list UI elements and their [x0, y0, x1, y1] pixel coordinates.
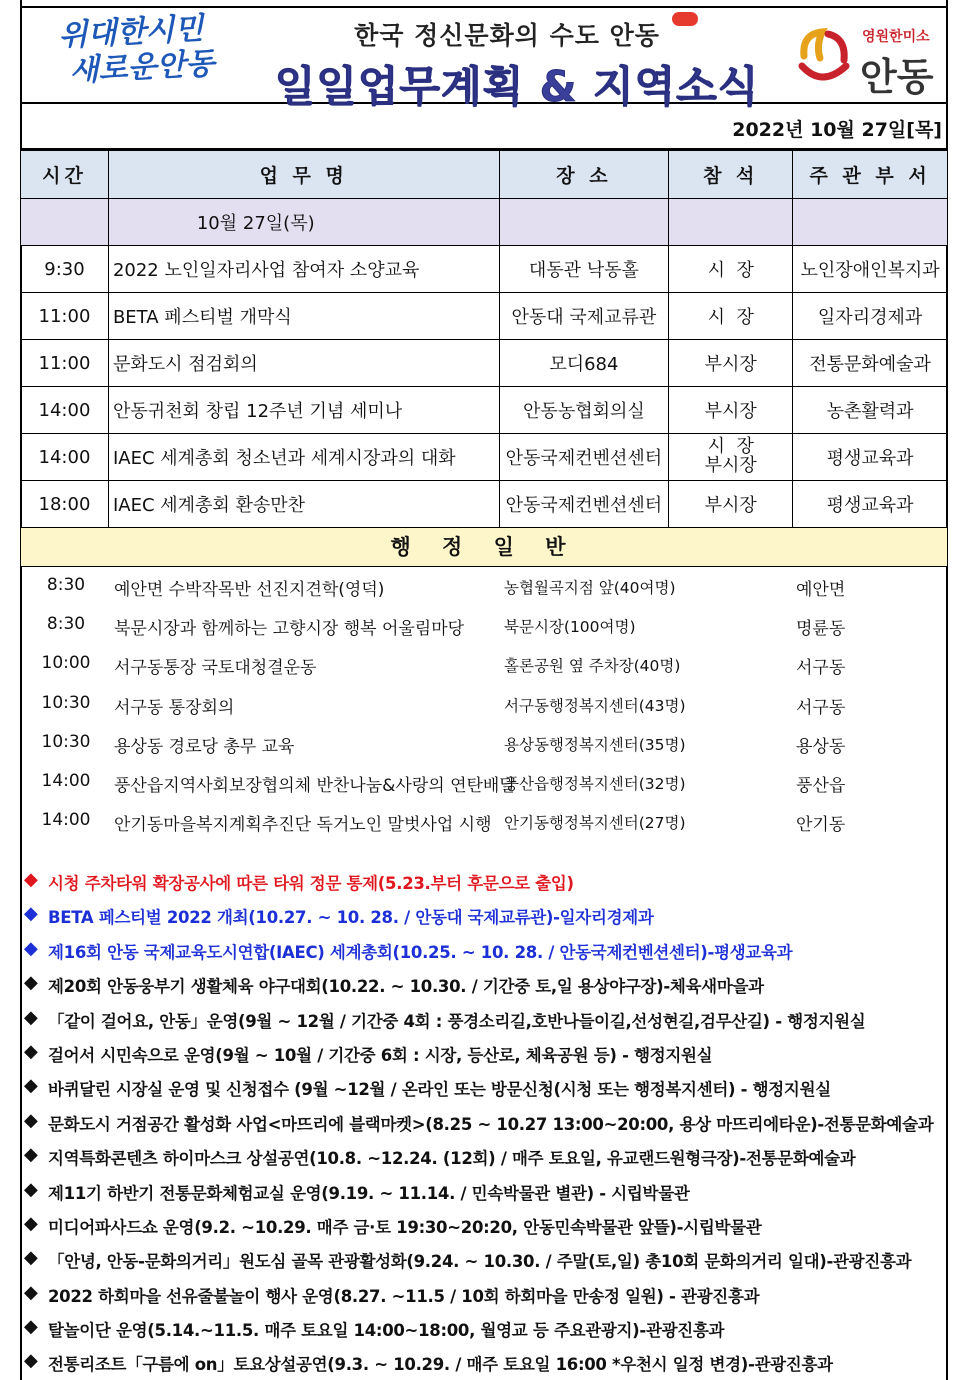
diamond-bullet-icon: ◆ — [24, 1144, 38, 1166]
notice-item — [22, 1210, 946, 1244]
notice-text: BETA 페스티벌 2022 개최(10.27. ~ 10. 28. / 안동대 국제교류관)-일자리경제과 — [48, 908, 654, 928]
cell-attend — [669, 434, 793, 481]
cell-place: 대동관 낙동홀 — [499, 246, 669, 293]
cell-attend: 부시장 — [669, 481, 793, 528]
diamond-bullet-icon: ◆ — [24, 1316, 38, 1338]
admin-dept: 서구동 — [796, 658, 846, 679]
header-subtitle: 한국 정신문화의 수도 안동 — [354, 21, 660, 50]
table-row — [21, 434, 948, 481]
admin-place: 홀론공원 옆 주차장(40명) — [504, 657, 681, 676]
admin-time: 10:30 — [41, 731, 91, 752]
admin-task: 북문시장과 함께하는 고향시장 행복 어울림마당 — [114, 619, 465, 640]
city-logo — [792, 20, 942, 99]
cell-dept: 전통문화예술과 — [793, 340, 948, 387]
notice-text: 「같이 걸어요, 안동」운영(9월 ~ 12월 / 기간중 4회 : 풍경소리길,호반나들이길,선성현길,검무산길) - 행정지원실 — [48, 1011, 866, 1031]
schedule-date-row — [21, 199, 948, 246]
admin-task: 예안면 수박작목반 선진지견학(영덕) — [114, 580, 385, 600]
col-header-time: 시간 — [21, 151, 109, 199]
admin-place: 농협월곡지점 앞(40여명) — [504, 579, 676, 597]
attend-line2: 부시장 — [704, 455, 757, 476]
admin-time: 14:00 — [41, 770, 91, 791]
notice-text: 바퀴달린 시장실 운영 및 신청접수 (9월 ~12월 / 온라인 또는 방문신청(시청 또는 행정복지센터) - 행정지원실 — [48, 1080, 831, 1100]
cell-time: 14:00 — [21, 434, 109, 481]
cell-time: 14:00 — [21, 387, 109, 434]
notice-text: 걸어서 시민속으로 운영(9월 ~ 10월 / 기간중 6회 : 시장, 등산로, 체육공원 등) - 행정지원실 — [48, 1045, 713, 1065]
table-row — [21, 387, 948, 434]
cell-dept: 농촌활력과 — [793, 387, 948, 434]
cell-task: 문화도시 점검회의 — [108, 340, 499, 387]
admin-dept: 서구동 — [796, 697, 846, 718]
notice-item — [22, 969, 946, 1003]
slogan-line2: 새로운안동 — [68, 45, 216, 89]
smile-logo-icon — [794, 26, 854, 88]
cell-place: 안동국제컨벤션센터 — [499, 434, 669, 481]
notice-text: 미디어파사드쇼 운영(9.2. ~10.29. 매주 금·토 19:30~20:20, 안동민속박물관 앞뜰)-시립박물관 — [48, 1217, 762, 1237]
col-header-place: 장 소 — [499, 151, 669, 199]
admin-time: 8:30 — [46, 614, 86, 635]
admin-dept: 명륜동 — [796, 619, 846, 640]
logo-tagline: 영원한미소 — [862, 29, 930, 45]
notice-item — [22, 1244, 946, 1278]
diamond-bullet-icon: ◆ — [24, 1109, 38, 1131]
cell-task: IAEC 세계총회 환송만찬 — [108, 481, 499, 528]
notice-text: 「안녕, 안동-문화의거리」원도심 골목 관광활성화(9.24. ~ 10.30. / 주말(토,일) 총10회 문화의거리 일대)-관광진흥과 — [48, 1252, 912, 1272]
cell-task: 안동귀천회 창립 12주년 기념 세미나 — [108, 387, 499, 434]
cell-attend: 시 장 — [669, 246, 793, 293]
notice-item — [22, 1038, 946, 1072]
col-header-dept: 주 관 부 서 — [793, 151, 948, 199]
list-item — [22, 606, 946, 645]
table-row — [21, 293, 948, 340]
notice-item — [22, 866, 946, 900]
slogan-line1: 위대한시민 — [57, 11, 205, 54]
notice-item — [22, 935, 946, 969]
admin-dept: 예안면 — [796, 580, 846, 600]
col-header-attend: 참 석 — [669, 151, 793, 199]
diamond-bullet-icon: ◆ — [24, 1075, 38, 1097]
cell-attend: 부시장 — [669, 340, 793, 387]
logo-name: 안동 — [860, 55, 934, 99]
cell-task: IAEC 세계총회 청소년과 세계시장과의 대화 — [108, 434, 499, 481]
notice-text: 제11기 하반기 전통문화체험교실 운영(9.19. ~ 11.14. / 민속박물관 별관) - 시립박물관 — [48, 1183, 690, 1203]
list-item — [22, 685, 946, 724]
notice-item — [22, 1004, 946, 1038]
admin-time: 14:00 — [41, 810, 91, 831]
cell-place: 모디684 — [499, 340, 669, 387]
list-item — [22, 567, 946, 606]
cell-dept: 일자리경제과 — [793, 293, 948, 340]
diamond-bullet-icon: ◆ — [24, 1281, 38, 1303]
notice-item — [22, 1107, 946, 1141]
admin-place: 북문시장(100여명) — [504, 618, 636, 637]
schedule-table — [20, 150, 948, 528]
cell-dept: 평생교육과 — [793, 434, 948, 481]
notice-item — [22, 1313, 946, 1347]
notice-text: 제20회 안동웅부기 생활체육 야구대회(10.22. ~ 10.30. / 기간중 토,일 용상야구장)-체육새마을과 — [48, 977, 764, 997]
admin-time: 10:00 — [41, 653, 91, 674]
notice-item — [22, 1347, 946, 1380]
diamond-bullet-icon: ◆ — [24, 903, 38, 925]
admin-task: 안기동마을복지계획추진단 독거노인 말벗사업 시행 — [114, 815, 492, 836]
admin-time: 8:30 — [46, 575, 86, 595]
notice-item — [22, 1279, 946, 1313]
admin-list — [22, 567, 946, 841]
report-date: 2022년 10월 27일[목] — [732, 119, 942, 141]
table-row — [21, 340, 948, 387]
cell-dept: 평생교육과 — [793, 481, 948, 528]
attend-line1: 시 장 — [707, 436, 754, 458]
page-title: 일일업무계획 & 지역소식 — [274, 62, 760, 111]
admin-task: 용상동 경로당 총무 교육 — [114, 736, 295, 757]
notice-text: 문화도시 거점공간 활성화 사업<마뜨리에 블랙마켓>(8.25 ~ 10.27 13:00~20:00, 용상 마뜨리에타운)-전통문화예술과 — [48, 1114, 934, 1134]
cell-place: 안동국제컨벤션센터 — [499, 481, 669, 528]
notice-item — [22, 1176, 946, 1210]
cell-attend: 부시장 — [669, 387, 793, 434]
diamond-bullet-icon: ◆ — [24, 937, 38, 959]
cell-dept: 노인장애인복지과 — [793, 246, 948, 293]
admin-dept: 안기동 — [796, 815, 846, 836]
notice-text: 지역특화콘텐츠 하이마스크 상설공연(10.8. ~12.24. (12회) / 매주 토요일, 유교랜드원형극장)-전통문화예술과 — [48, 1149, 856, 1169]
notice-text: 시청 주차타워 확장공사에 따른 타워 정문 통제(5.23.부터 후문으로 출입) — [48, 874, 574, 893]
admin-dept: 풍산읍 — [796, 775, 846, 796]
admin-place: 안기동행정복지센터(27명) — [504, 814, 686, 833]
schedule-date-label: 10월 27일(목) — [108, 199, 499, 246]
cell-time: 11:00 — [21, 293, 109, 340]
admin-dept: 용상동 — [796, 736, 846, 757]
diamond-bullet-icon: ◆ — [24, 1040, 38, 1062]
notice-item — [22, 1141, 946, 1175]
list-item — [22, 645, 946, 684]
admin-task: 서구동통장 국토대청결운동 — [114, 658, 317, 679]
cell-task: BETA 페스티벌 개막식 — [108, 293, 499, 340]
diamond-bullet-icon: ◆ — [24, 1247, 38, 1269]
cell-time: 9:30 — [21, 246, 109, 293]
table-row — [21, 246, 948, 293]
notice-text: 탈놀이단 운영(5.14.~11.5. 매주 토요일 14:00~18:00, 월영교 등 주요관광지)-관광진흥과 — [48, 1321, 725, 1341]
admin-place: 풍산읍행정복지센터(32명) — [504, 774, 686, 793]
cell-place: 안동농협회의실 — [499, 387, 669, 434]
notice-text: 전통리조트「구름에 on」토요상설공연(9.3. ~ 10.29. / 매주 토요일 16:00 *우천시 일정 변경)-관광진흥과 — [48, 1355, 833, 1375]
list-item — [22, 802, 946, 841]
date-row — [20, 104, 948, 150]
diamond-bullet-icon: ◆ — [24, 1350, 38, 1372]
slogan — [36, 11, 226, 89]
admin-task: 풍산읍지역사회보장협의체 반찬나눔&사랑의 연탄배달 — [114, 775, 516, 796]
admin-place: 용상동행정복지센터(35명) — [504, 735, 686, 754]
diamond-bullet-icon: ◆ — [24, 1006, 38, 1028]
cell-attend: 시 장 — [669, 293, 793, 340]
diamond-bullet-icon: ◆ — [24, 972, 38, 994]
cell-place: 안동대 국제교류관 — [499, 293, 669, 340]
col-header-task: 업 무 명 — [108, 151, 499, 199]
notice-item — [22, 900, 946, 934]
cell-time: 11:00 — [21, 340, 109, 387]
schedule-header-row — [21, 151, 948, 199]
admin-time: 10:30 — [41, 692, 91, 713]
diamond-bullet-icon: ◆ — [24, 1212, 38, 1234]
admin-place: 서구동행정복지센터(43명) — [504, 696, 686, 715]
diamond-bullet-icon: ◆ — [24, 869, 38, 890]
list-item — [22, 763, 946, 802]
cell-time: 18:00 — [21, 481, 109, 528]
cell-task: 2022 노인일자리사업 참여자 소양교육 — [108, 246, 499, 293]
page-header — [20, 6, 948, 111]
diamond-bullet-icon: ◆ — [24, 1178, 38, 1200]
table-row — [21, 481, 948, 528]
admin-task: 서구동 통장회의 — [114, 697, 235, 718]
notice-text: 2022 하회마을 선유줄불놀이 행사 운영(8.27. ~11.5 / 10회 하회마을 만송정 일원) - 관광진흥과 — [48, 1286, 760, 1306]
list-item — [22, 724, 946, 763]
notice-text: 제16회 안동 국제교육도시연합(IAEC) 세계총회(10.25. ~ 10. 28. / 안동국제컨벤션센터)-평생교육과 — [48, 942, 793, 962]
admin-section-title: 행 정 일 반 — [20, 527, 948, 567]
notice-list — [22, 866, 946, 1380]
notice-item — [22, 1072, 946, 1106]
